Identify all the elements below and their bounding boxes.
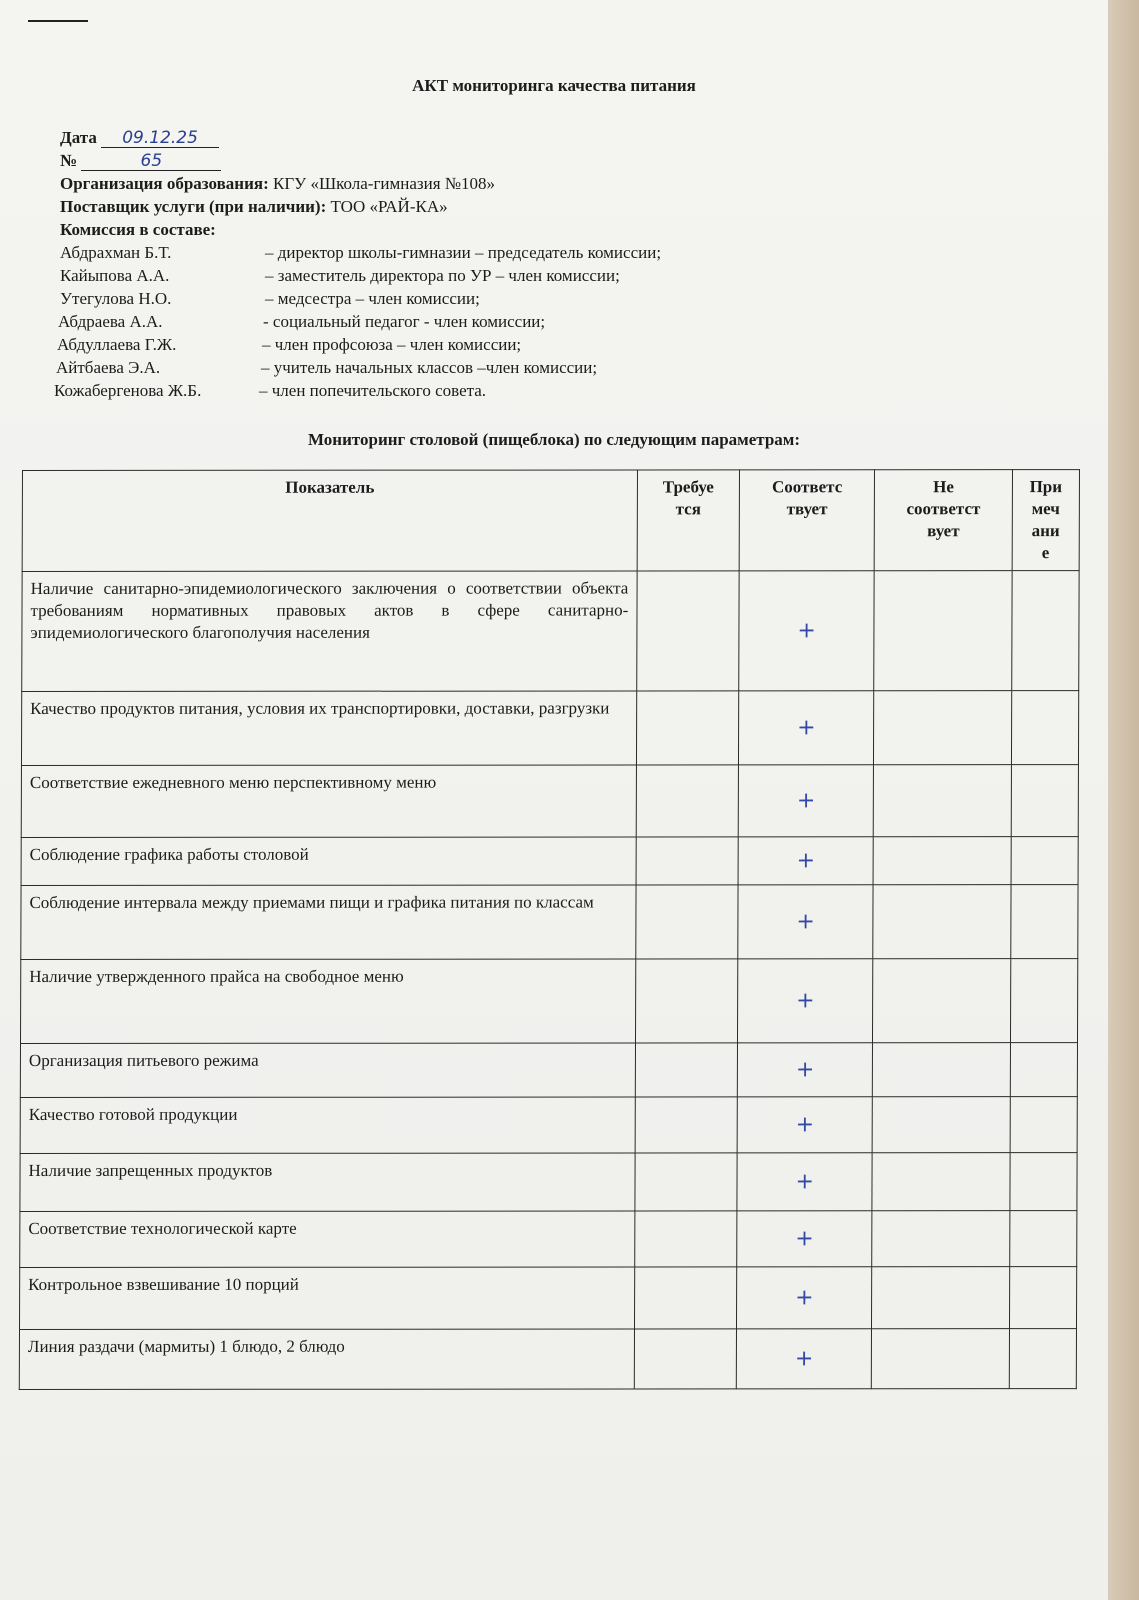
commission-member (58, 310, 880, 333)
table-row (19, 1267, 1076, 1330)
member-role: – медсестра – член комиссии; (265, 289, 480, 308)
date-line (60, 126, 880, 149)
header-not-complies: Не соответст вует (875, 470, 1013, 571)
note-cell (1010, 959, 1077, 1043)
member-role: – заместитель директора по УР – член комиссии; (265, 266, 620, 285)
commission-member (56, 356, 880, 379)
indicator-cell: Соответствие ежедневного меню перспективному меню (21, 765, 636, 838)
member-name: Утегулова Н.О. (60, 289, 172, 308)
header-note: При меч ани е (1012, 470, 1080, 571)
required-cell (634, 1329, 736, 1389)
table-row (19, 1329, 1076, 1390)
member-role: - социальный педагог - член комиссии; (263, 312, 546, 331)
member-name: Абдрахман Б.Т. (60, 243, 172, 262)
organization-value: КГУ «Школа-гимназия №108» (273, 174, 496, 193)
table-row (22, 571, 1079, 692)
commission-member (57, 333, 880, 356)
top-dash-mark (28, 20, 88, 22)
not-complies-cell (873, 1043, 1011, 1097)
table-row (20, 1211, 1077, 1268)
complies-cell: + (737, 1153, 873, 1211)
table-row (21, 765, 1078, 838)
commission-member (60, 264, 880, 287)
number-line (60, 149, 880, 172)
table-row (20, 1097, 1077, 1154)
section-title: Мониторинг столовой (пищеблока) по следующим параметрам: (307, 430, 801, 449)
complies-cell: + (738, 837, 874, 885)
note-cell (1010, 1043, 1077, 1097)
not-complies-cell (873, 885, 1011, 959)
complies-cell: + (736, 1329, 872, 1389)
complies-cell: + (738, 765, 874, 837)
complies-cell: + (738, 885, 874, 959)
not-complies-cell (873, 837, 1011, 885)
note-cell (1011, 837, 1078, 885)
supplier-label: Поставщик услуги (при наличии): (60, 197, 327, 216)
organization-label: Организация образования: (60, 174, 269, 193)
note-cell (1010, 1211, 1077, 1267)
not-complies-cell (874, 765, 1012, 837)
commission-member (60, 287, 880, 310)
note-cell (1012, 571, 1080, 691)
not-complies-cell (872, 1153, 1010, 1211)
not-complies-cell (874, 691, 1012, 765)
table-row (21, 691, 1078, 766)
number-label: № (60, 151, 78, 170)
table-row (20, 1043, 1077, 1098)
required-cell (636, 691, 739, 765)
commission-label: Комиссия в составе: (60, 220, 216, 239)
supplier-value: ТОО «РАЙ-КА» (330, 197, 448, 216)
not-complies-cell (872, 1267, 1010, 1329)
complies-cell: + (737, 1043, 873, 1097)
header-required: Требуе тся (637, 470, 740, 571)
monitoring-table (19, 469, 1080, 1390)
header-indicator: Показатель (22, 470, 637, 572)
header-complies: Соответс твует (739, 470, 875, 571)
indicator-cell: Наличие санитарно-эпидемиологического заключения о соответствии объекта требованиям нормативных правовых актов в сфере санитарно-эпидемиологического благополучия населения (22, 571, 637, 692)
complies-cell: + (737, 1267, 873, 1329)
complies-cell: + (738, 959, 874, 1043)
required-cell (635, 1153, 737, 1211)
table-row (21, 837, 1078, 886)
indicator-cell: Соответствие технологической карте (20, 1211, 635, 1268)
note-cell (1011, 765, 1078, 837)
complies-cell: + (737, 1211, 873, 1267)
member-role: – директор школы-гимназии – председатель комиссии; (265, 243, 662, 262)
note-cell (1009, 1329, 1076, 1389)
not-complies-cell (872, 1329, 1010, 1389)
complies-cell: + (739, 571, 875, 691)
required-cell (635, 1097, 737, 1153)
table-row (21, 885, 1078, 960)
required-cell (636, 571, 739, 691)
supplier-line (60, 195, 880, 218)
not-complies-cell (872, 1211, 1010, 1267)
required-cell (634, 1211, 736, 1267)
note-cell (1010, 1097, 1077, 1153)
indicator-cell: Соблюдение графика работы столовой (21, 837, 636, 886)
date-value: 09.12.25 (101, 129, 219, 148)
indicator-cell: Линия раздачи (мармиты) 1 блюдо, 2 блюдо (19, 1329, 634, 1390)
required-cell (636, 765, 739, 837)
commission-member (54, 379, 880, 402)
member-role: – член профсоюза – член комиссии; (262, 335, 522, 354)
indicator-cell: Соблюдение интервала между приемами пищи и графика питания по классам (21, 885, 636, 960)
complies-cell: + (737, 1097, 873, 1153)
required-cell (636, 837, 738, 885)
table-body (19, 571, 1079, 1390)
complies-cell: + (739, 691, 875, 765)
indicator-cell: Контрольное взвешивание 10 порций (19, 1267, 634, 1330)
indicator-cell: Организация питьевого режима (20, 1043, 635, 1098)
indicator-cell: Качество готовой продукции (20, 1097, 635, 1154)
note-cell (1010, 1153, 1077, 1211)
member-name: Айтбаева Э.А. (56, 358, 161, 377)
indicator-cell: Качество продуктов питания, условия их транспортировки, доставки, разгрузки (21, 691, 636, 766)
note-cell (1011, 691, 1078, 765)
required-cell (634, 1267, 736, 1329)
number-value: 65 (81, 152, 221, 171)
member-role: – учитель начальных классов –член комиссии; (261, 358, 598, 377)
table-row (20, 1153, 1077, 1212)
not-complies-cell (873, 959, 1011, 1043)
document-title: АКТ мониторинга качества питания (412, 76, 696, 95)
member-name: Кожабергенова Ж.Б. (54, 381, 202, 400)
note-cell (1011, 885, 1078, 959)
commission-member (60, 241, 880, 264)
commission-members (54, 241, 880, 402)
member-name: Абдраева А.А. (58, 312, 163, 331)
not-complies-cell (874, 571, 1012, 691)
member-name: Кайыпова А.А. (60, 266, 170, 285)
organization-line (60, 172, 880, 195)
member-name: Абдуллаева Г.Ж. (57, 335, 177, 354)
not-complies-cell (872, 1097, 1010, 1153)
indicator-cell: Наличие утвержденного прайса на свободное меню (20, 959, 635, 1044)
desk-surface (1108, 0, 1139, 1600)
required-cell (635, 959, 738, 1043)
date-label: Дата (60, 128, 97, 147)
document-header (54, 126, 880, 402)
member-role: – член попечительского совета. (259, 381, 487, 400)
table-header-row (22, 470, 1079, 572)
required-cell (636, 885, 739, 959)
required-cell (635, 1043, 737, 1097)
table-row (20, 959, 1077, 1044)
indicator-cell: Наличие запрещенных продуктов (20, 1153, 635, 1212)
note-cell (1009, 1267, 1076, 1329)
